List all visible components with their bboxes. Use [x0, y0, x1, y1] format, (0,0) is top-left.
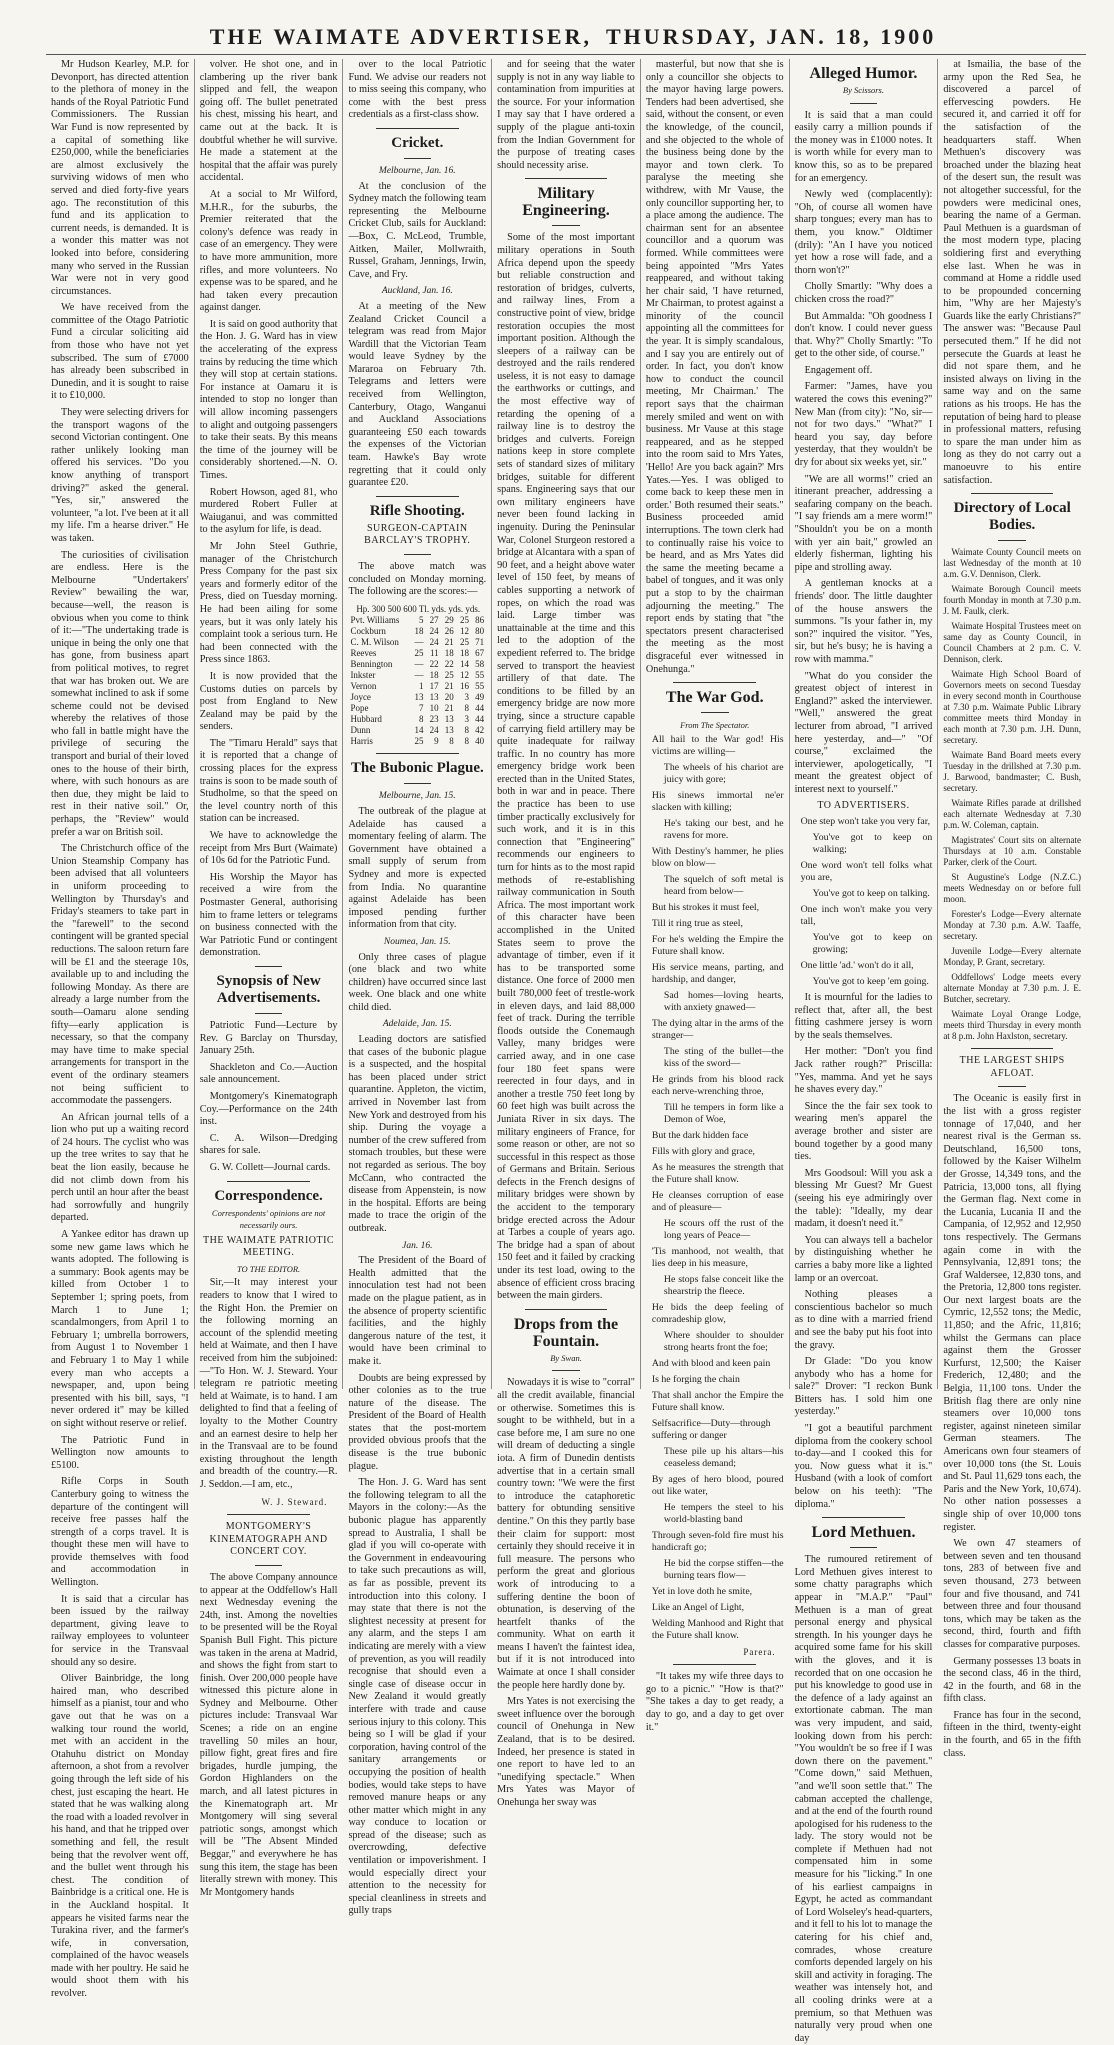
score-cell: 42 — [475, 725, 485, 736]
divider — [850, 1547, 878, 1548]
article-heading: THE LARGEST SHIPS AFLOAT. — [959, 1055, 1065, 1079]
paragraph: Leading doctors are satisfied that cases of the bubonic plague is a suspected, and the hospital has been placed under strict quarantine. Appleton, the victim, arrived in November last from New York and destroyed from his ship. During the voyage a number of the crew suffered from stomach troubles, but these were not regarded as serious. The boy McCann, who contracted the disease from Appenstein, is now in the hospital. Efforts are being made to trace the origin of the outbreak. — [348, 1034, 487, 1234]
poem-line: You've got to keep on growing; — [812, 932, 933, 956]
paragraph: France has four in the second, fifteen in the third, twenty-eight in the fourth, and 65 in the fifth class. — [943, 1709, 1082, 1759]
score-cell: 5 — [418, 615, 424, 626]
score-cell: 10 — [429, 703, 439, 714]
score-cell: 9 — [434, 736, 439, 747]
divider — [673, 1664, 756, 1665]
score-cell: 13 — [444, 714, 454, 725]
humor-item: But Ammalda: "Oh goodness I don't know. I could never guess that. Why?" Cholly Smartly: "To get to the other side, of course." — [794, 310, 933, 360]
score-row — [348, 670, 486, 681]
dateline: Jan. 16. — [402, 1240, 433, 1251]
score-cell: 14 — [459, 659, 469, 670]
competitor-name: Joyce — [350, 692, 371, 703]
poem — [646, 734, 784, 1642]
paragraph: Mr John Steel Guthrie, manager of the Christchurch Press Company for the past six years and formerly editor of the Press, died on Tuesday morning. He had been ailing for some years, but it was only lately his complaint took a serious turn. He had been connected with the Press since 1863. — [199, 540, 338, 666]
score-cell: 8 — [418, 714, 424, 725]
score-cell: 16 — [459, 681, 469, 692]
poem-line: For he's welding the Empire the Future shall know. — [651, 933, 784, 957]
score-cell: 22 — [429, 659, 439, 670]
directory-entry: Magistrates' Court sits on alternate Thursdays at 10 a.m. Constable Parker, clerk of the Court. — [943, 835, 1082, 868]
score-cell: 8 — [464, 725, 469, 736]
paragraph: Oliver Bainbridge, the long haired man, who described himself as a pianist, tour and who gave out that he was on a walking tour round the world, met with an accident in the Otahuhu district on Monday afternoon, a shot from a revolver going through the left side of his chest, just escaping the heart. He stated that he was walking along the road with a loaded revolver in his hand, and that he tripped over something and fell, the result being that the revolver went off, and the bullet went through his chest. The condition of Bainbridge is a critical one. He is in the Auckland hospital. It appears he visited farms near the Turakina river, and the farmer's wife, in conversation, complained of the havoc weasels made with her poultry. He said he would shoot them with his revolver. — [51, 1673, 189, 2000]
score-cell: 18 — [459, 648, 469, 659]
score-row — [348, 736, 486, 747]
poem-line: That shall anchor the Empire the Future shall know. — [651, 1389, 784, 1413]
paragraph: We have to acknowledge the receipt from Mrs Burt (Waimate) of 10s 6d for the Patriotic Fund. — [199, 830, 338, 867]
divider — [404, 158, 432, 159]
score-cell: 25 — [459, 615, 469, 626]
score-row — [348, 692, 486, 703]
column-4 — [492, 59, 641, 1808]
score-cell: 27 — [429, 615, 439, 626]
score-cell: 7 — [418, 703, 424, 714]
poem-author: Parera. — [743, 1646, 776, 1657]
poem-line: His sinews immortal ne'er slacken with killing; — [651, 789, 784, 813]
poem-line: He grinds from his blood rack each nerve-wrenching throe, — [651, 1073, 784, 1097]
divider — [227, 1514, 310, 1515]
score-cell: 21 — [444, 637, 454, 648]
ad-entry: Patriotic Fund—Lecture by Rev. G Barclay on Thursday, January 25th. — [199, 1019, 338, 1057]
directory-entry: Waimate Band Board meets every Tuesday in the drillshed at 7.30 p.m. J. Barwood, bandmaster; C. Bush, secretary. — [943, 750, 1082, 794]
score-cell: 67 — [475, 648, 485, 659]
score-cell: 49 — [475, 692, 485, 703]
paragraph: Germany possesses 13 boats in the second class, 46 in the third, 42 in the fourth, and 68 in the fifth class. — [943, 1655, 1082, 1705]
score-table — [348, 615, 486, 747]
humor-items — [795, 992, 933, 1511]
humor-item: Her mother: "Don't you find Jack rather rough?" Priscilla: "Yes, mamma. And yet he says he shaves every day." — [794, 1046, 933, 1096]
section-heading: The Bubonic Plague. — [350, 760, 484, 777]
poem-line: He tempers the steel to his world-blasting band — [663, 1501, 784, 1525]
paragraph: masterful, but now that she is only a councillor she objects to the mayor having large powers. Tenders had been advertised, she said, without the consent, or even the knowledge, of the council, and she objected to the whole of the business being done by the mayor and town clerk. To paralyse the meeting she withdrew, with Mr Vause, the only councillor supporting her, to a place among the audience. The chairman sent for an absentee councillor and a quorum was formed. While committees were being appointed "Mrs Yates reappeared, and without taking her chair said, 'I have returned, Mr Chairman, to protest against a minority of the council appointing all the committees for the year. It is simply scandalous, and I say you are entirely out of order. In fact, you don't know how to conduct the council meeting, Mr Chairman.' The report says that the chairman merely smiled and went on with business. Mr Vause at this stage reappeared, and as he stepped into the room said to Mrs Yates, 'Hello! Are you back again?' Mrs Yates.—Yes. I was obliged to come back to keep these men in order.' Both resumed their seats." Business proceeded amid interruptions. The town clerk had to continually raise his voice to be heard, and as Mrs Yates did the same the meeting became a babel of tongues, and it was only put a stop to by the chairman adjourning the meeting." The report ends by stating that "the spectators present characterised the meeting as the most disgraceful ever witnessed in Onehunga." — [645, 59, 784, 675]
paragraph: They were selecting drivers for the transport wagons of the second Victorian contingent. One rather unlikely looking man offered his services. "Do you know anything of transport driving?" asked the general. "Yes, sir," answered the volunteer, "a lot. I've been at it all my life. I'm a hearse driver." He was taken. — [51, 407, 189, 544]
divider — [525, 1309, 608, 1310]
poem-line: His service means, parting, and hardship, and danger, — [651, 961, 784, 985]
score-row — [348, 714, 486, 725]
masthead — [46, 10, 1086, 55]
poem-line: Where shoulder to shoulder strong hearts front the foe; — [663, 1329, 784, 1353]
divider — [404, 783, 432, 784]
ad-entry: Shackleton and Co.—Auction sale announcement. — [199, 1061, 338, 1086]
section-heading: Directory of Local Bodies. — [953, 500, 1071, 534]
humor-item: Cholly Smartly: "Why does a chicken cross the road?" — [794, 281, 933, 305]
poem-line: One inch won't make you very tall, — [800, 904, 933, 928]
poem-line: He stops false conceit like the shearstrip the fleece. — [663, 1273, 784, 1297]
divider — [673, 682, 756, 683]
poem-line: But his strokes it must feel, — [651, 901, 760, 913]
poem — [795, 816, 933, 988]
letter-signature: W. J. Steward. — [261, 1496, 328, 1507]
divider — [822, 1517, 905, 1518]
humor-item: A gentleman knocks at a friends' door. The little daughter of the house answers the summons. "Is your father in, my son?" inquired the visitor. "Yes, sir, but he's busy; he is having a row with mamma." — [794, 578, 933, 665]
poem-line: One word won't tell folks what you are, — [800, 860, 933, 884]
humor-item: "I got a beautiful parchment diploma from the cookery school to-day—and I cooked this for you. Now guess what it is." Husband (with a look of comfort below on his teeth): "The diploma." — [794, 1423, 933, 1510]
article-body — [943, 1093, 1081, 1760]
score-cell: — — [414, 637, 424, 648]
score-cell: 8 — [464, 736, 469, 747]
competitor-name: C. M. Wilson — [350, 637, 399, 648]
score-cell: 25 — [414, 736, 424, 747]
column-1 — [46, 59, 195, 2000]
poem-line: You've got to keep on talking. — [812, 888, 930, 900]
score-cell: 14 — [414, 725, 424, 736]
dateline: Auckland, Jan. 16. — [381, 286, 453, 297]
poem-line: And with blood and keen pain — [651, 1357, 771, 1369]
paragraph: An African journal tells of a lion who put up a waiting record of 24 hours. The cyclist who was up the tree writes to say that he beat the lion easily, because he did not climb down from his perch until an hour after the beast had sorrowfully and hungrily departed. — [51, 1111, 189, 1224]
directory-entry: Waimate Borough Council meets fourth Monday in month at 7.30 p.m. J. M. Faulk, clerk. — [943, 584, 1082, 617]
masthead-title — [46, 10, 1086, 50]
humor-item: Mrs Goodsoul: Will you ask a blessing Mr Guest? Mr Guest (seeing his eye admiringly over the table): "Ideally, my dear madam, it doesn't need it." — [794, 1167, 933, 1230]
paper-title: THE WAIMATE ADVERTISER, — [209, 24, 592, 49]
poem-line: The dying altar in the arms of the stranger— — [651, 1017, 784, 1041]
humor-item: Engagement off. — [804, 364, 873, 376]
divider — [404, 554, 432, 555]
poem-line: You've got to keep on walking; — [812, 832, 933, 856]
paragraph: It is now provided that the Customs duties on parcels by post from England to New Zealand may be paid by the senders. — [199, 670, 338, 733]
score-cell: 55 — [475, 681, 485, 692]
score-row — [348, 615, 486, 626]
score-cell: 3 — [464, 692, 469, 703]
directory-entry: Forester's Lodge—Every alternate Monday at 7.30 p.m. A.W. Taaffe, secretary. — [943, 909, 1082, 942]
divider — [998, 1086, 1026, 1087]
humor-items — [795, 110, 933, 797]
poem-line: Welding Manhood and Right that the Future shall know. — [651, 1617, 784, 1641]
divider — [701, 712, 729, 713]
competitor-name: Dunn — [350, 725, 371, 736]
section-heading: Drops from the Fountain. — [513, 1315, 619, 1350]
score-cell: 17 — [429, 681, 439, 692]
paragraph: At the conclusion of the Sydney match the following team representing the Melbourne Cricket Club, sails for Auckland:—Box, C. McLeod, Trumble, Aitken, Mailer, Mollwraith, Russel, Graham, Jennings, Irwin, Cave, and Fry. — [348, 180, 487, 280]
score-cell: 8 — [464, 703, 469, 714]
divider — [998, 540, 1026, 541]
humor-item: "We are all worms!" cried an itinerant preacher, addressing a seafaring company on the beach. "I say friends am a mere worm!" "Shouldn't you be on a month with yer ain bait," growled an elderly fisherman, lighting his pipe and strolling away. — [794, 473, 933, 573]
ad-entry: G. W. Collett—Journal cards. — [209, 1161, 331, 1173]
poem-line: Like an Angel of Light, — [651, 1601, 745, 1613]
directory-list — [943, 547, 1081, 1042]
score-cell: 13 — [444, 725, 454, 736]
poem-line: With Destiny's hammer, he plies blow on blow— — [651, 845, 784, 869]
score-cell: 12 — [459, 626, 469, 637]
score-cell: 18 — [444, 648, 454, 659]
humor-item: Dr Glade: "Do you know anybody who has a home for sale?" Drover: "I reckon Bunk Bitters has. I sold him one yesterday." — [794, 1356, 933, 1418]
poem-line: Is he forging the chain — [651, 1373, 740, 1385]
section-heading: Cricket. — [391, 134, 444, 151]
score-cell: — — [414, 659, 424, 670]
paragraph: "It takes my wife three days to go to a picnic." "How is that?" "She takes a day to get ready, a day to go, and a day to get over it." — [645, 1671, 784, 1733]
issue-date: THURSDAY, JAN. 18, 1900 — [606, 24, 937, 49]
ad-entry: C. A. Wilson—Dredging shares for sale. — [199, 1132, 338, 1157]
disclaimer: Correspondents' opinions are not necessarily ours. — [211, 1207, 326, 1231]
paragraph: over to the local Patriotic Fund. We advise our readers not to miss seeing this company, who come with the best press credentials as a first-class show. — [348, 59, 487, 121]
paragraph: The Oceanic is easily first in the list with a gross register tonnage of 17,040, and her nearest rival is the German ss. Deutschland, 16,500 tons, followed by the Kaiser Wilhelm der Grosse, 14,349 tons, and the Patricia, 13,000 tons, all flying the German flag. Next come in the Lucania, Lucania II and the Campania, of 12,952 and 12,950 tons respectively. The Germans again come in with the Pennsylvania, 12,891 tons; the Graf Waldersee, 12,830 tons, and the Pretoria, 12,800 tons register. Our next largest boats are the Cymric, 12,552 tons; the Medic, 11,850; and the Afric, 11,816; whilst the Germans can place against them the Grosser Kurfurst, 12,500; the Kaiser Frederich, 12,480; and the Belgia, 11,100 tons. Under the British flag there are only nine steamers over 10,000 tons register, against nineteen similar German steamers. The Americans own four steamers of over 10,000 tons (the St. Louis and St. Paul 11,629 tons each, the Paris and the New York, 10,674). No other nation possesses a single ship of over 10,000 tons register. — [943, 1093, 1082, 1533]
ad-entry: Montgomery's Kinematograph Coy.—Performance on the 24th inst. — [199, 1090, 338, 1128]
score-cell: 13 — [414, 692, 424, 703]
humor-item: You can always tell a bachelor by distinguishing whether he carries a baby more like a lighted lamp or an overcoat. — [794, 1234, 933, 1284]
article-heading: MONTGOMERY'S KINEMATOGRAPH AND CONCERT COY. — [209, 1521, 328, 1558]
letter-salutation: TO THE EDITOR. — [236, 1263, 301, 1274]
directory-entry: St Augustine's Lodge (N.Z.C.) meets Wednesday on or before full moon. — [943, 872, 1082, 905]
divider — [971, 493, 1054, 494]
divider — [376, 496, 459, 497]
poem-heading: TO ADVERTISERS. — [817, 800, 910, 812]
poem-line: Till it ring true as steel, — [651, 917, 743, 929]
byline: By Swan. — [550, 1352, 582, 1363]
letter-heading: THE WAIMATE PATRIOTIC MEETING. — [203, 1234, 335, 1259]
paragraph: A Yankee editor has drawn up some new game laws which he wants adopted. The following is a summary: Book agents may be killed from October 1 to September 1; spring poets, from March 1 to June 1; scandalmongers, from April 1 to February 1; umbrella borrowers, from August 1 to November 1 and February 1 to May 1 while every man who accepts a newspaper, and, upon being presented with his bill, says, "I never ordered it" may be killed on sight without reserve or relief. — [51, 1229, 189, 1429]
paragraph: The President of the Board of Health admitted that the innoculation test had not been made on the plague patient, as in the absence of property scientific facilities, and the highly dangerous nature of the test, it would have been criminal to make it. — [348, 1255, 487, 1367]
score-cell: 80 — [475, 626, 485, 637]
paragraph: We have received from the committee of the Otago Patriotic Fund a circular soliciting aid from those who have not yet subscribed. The sum of £7000 has already been subscribed in Dunedin, and it is sought to raise it to £10,000. — [51, 302, 189, 402]
score-cell: 18 — [429, 670, 439, 681]
paragraph: Mr Hudson Kearley, M.P. for Devonport, has directed attention to the plethora of money in the hands of the Royal Patriotic Fund Commissioners. The Russian War Fund is now represented by a capital of something like £250,000, while the beneficiaries are almost exclusively the surviving widows of men who served and died forty-five years ago. The reconstitution of this fund and its application to current needs, is demanded. It is a wonder this matter was not looked into before, considering many who served in the Russian War were not in very good circumstances. — [51, 59, 189, 297]
competitor-name: Pvt. Williams — [350, 615, 400, 626]
poem-line: Yet in love doth he smite, — [651, 1585, 753, 1597]
paragraph: The Christchurch office of the Union Steamship Company has been advised that all volunteers in uniform proceeding to Wellington by Thursday's and Friday's steamers to take part in the "farewell" to the second contingent will be granted special reductions. The saloon return fare will be £1 and the steerage 10s, available up to and including the following Monday. As there are already a large number from the south—Oamaru alone sending fifty—early application is necessary, so that the company may have time to make special arrangements for transport in the event of the ordinary steamers not being sufficient to accommodate the passengers. — [51, 843, 189, 1107]
score-cell: 25 — [414, 648, 424, 659]
score-cell: 24 — [429, 725, 439, 736]
poem-line: The squelch of soft metal is heard from below— — [663, 873, 784, 897]
score-row — [348, 637, 486, 648]
letter-body: Sir,—It may interest your readers to know that I wired to the Right Hon. the Premier on the following morning an account of the splendid meeting held at Waimate, and then I have received from him the subjoined:—"To Hon. W. J. Steward. Your telegram re patriotic meeting held at Waimate, is to hand. I am delighted to find that a feeling of loyalty to the Mother Country and an earnest desire to help her in the Transvaal are to be found existing throughout the length and breadth of the country.—R. J. Seddon.—I am, etc., — [199, 1277, 338, 1490]
score-row — [348, 659, 486, 670]
score-cell: 21 — [444, 703, 454, 714]
section-heading: Military Engineering. — [522, 185, 610, 220]
directory-entry: Waimate Rifles parade at drillshed each alternate Wednesday at 7.30 p.m. W. Coleman, captain. — [943, 798, 1082, 831]
humor-item: Newly wed (complacently): "Oh, of course all women have sharp tongues; every man has to them, you know." Oldtimer (drily): "An I have you noticed yet how a rose will fade, and a thorn won't?" — [794, 189, 933, 276]
divider — [971, 1048, 1054, 1049]
divider — [525, 178, 608, 179]
paragraph: The above Company announce to appear at the Oddfellow's Hall next Wednesday evening the 24th, inst. Among the novelties to be presented will be the Royal Spanish Bull Fight. This picture was taken in the arena at Madrid, and shows the fight from start to finish. Over 200,000 people have witnessed this picture alone in Sydney and Melbourne. Other pictures include: Transvaal War Scenes; a ride on an engine travelling 50 miles an hour, pillow fight, great fires and fire brigades, hurdle jumping, the Gordon Highlanders on the march, and all latest pictures in the Kinematograph art. Mr Montgomery will sing several patriotic songs, amongst which will be "The Absent Minded Beggar," and everywhere he has sung this item, the stage has been literally strewn with money. This Mr Montgomery hands — [199, 1571, 338, 1898]
poem-line: These pile up his altars—his ceaseless demand; — [663, 1445, 784, 1469]
paragraph: The above match was concluded on Monday morning. The following are the scores:— — [348, 561, 487, 598]
paragraph: It is said on good authority that the Hon. J. G. Ward has in view the accelerating of the express trains by reducing the time which they will stop at certain stations. For instance at Oamaru it is intended to stop no longer than will allow incoming passengers to alight and outgoing passengers to take their seats. By this means the time of the journey will be considerably shortened.—N. O. Times. — [199, 318, 338, 481]
column-6 — [790, 59, 939, 2044]
paragraph: We own 47 steamers of between seven and ten thousand tons, 283 of between five and seven thousand, 273 between four and five thousand, and 741 between three and four thousand tons, which may be taken as the second, third, fourth and fifth classes for comparative purposes. — [943, 1538, 1082, 1650]
paragraph: volver. He shot one, and in clambering up the river bank slipped and fell, the weapon going off. The bullet penetrated his chest, missing his heart, and came out at the back. It is doubtful whether he will survive. He made a statement at the hospital that the affair was purely accidental. — [199, 59, 338, 184]
directory-entry: Waimate Hospital Trustees meet on same day as County Council, in Council Chambers at 2 p.m. C. V. Dennison, clerk. — [943, 621, 1082, 665]
directory-entry: Waimate Loyal Orange Lodge, meets third Thursday in every month at 8 p.m. John Haxlston, secretary. — [943, 1009, 1082, 1042]
poem-line: The sting of the bullet—the kiss of the sword— — [663, 1045, 784, 1069]
competitor-name: Bennington — [350, 659, 393, 670]
paragraph: It is said that a circular has been issued by the railway department, giving leave to railway employees to volunteer for service in the Transvaal should any so desire. — [51, 1593, 189, 1668]
poem-line: Sad homes—loving hearts, with anxiety gnawed— — [663, 989, 784, 1013]
poem-line: He scours off the rust of the long years of Peace— — [663, 1217, 784, 1241]
divider — [552, 225, 580, 226]
humor-item: Farmer: "James, have you watered the cows this evening?" New Man (from city): "No, sir—not for two days." "What?" I heard you say, day before yesterday, that they wouldn't be dry for about six weeks yet, sir." — [794, 381, 933, 469]
score-cell: 20 — [444, 692, 454, 703]
score-cell: 3 — [464, 714, 469, 725]
score-cell: 44 — [475, 714, 485, 725]
score-header: Hp. 300 500 600 Tl. yds. yds. yds. — [356, 603, 481, 614]
column-2 — [195, 59, 344, 1898]
paragraph: The Patriotic Fund in Wellington now amounts to £5100. — [51, 1434, 189, 1471]
dateline: Adelaide, Jan. 15. — [382, 1019, 452, 1030]
score-cell: 55 — [475, 670, 485, 681]
poem-line: You've got to keep 'em going. — [812, 976, 929, 988]
paragraph: At a social to Mr Wilford, M.H.R., for the suburbs, the Premier reiterated that the colony's defence was ready in case of an emergency. They were to have more ammunition, more rifles, and more volunteers. No expense was to be spared, and he had taken every precaution against danger. — [199, 188, 338, 314]
poem-line: He bid the corpse stiffen—the burning tears flow— — [663, 1557, 784, 1581]
score-cell: 25 — [459, 637, 469, 648]
divider — [255, 1565, 283, 1566]
section-heading: Synopsis of New Advertisements. — [216, 972, 321, 1006]
score-row — [348, 703, 486, 714]
paragraph: His Worship the Mayor has received a wire from the Postmaster General, authorising him to frame letters or telegrams on business connected with the War Patriotic Fund or contingent demonstration. — [199, 871, 338, 959]
section-heading: The War God. — [665, 689, 764, 707]
paragraph: Robert Howson, aged 81, who murdered Robert Fuller at Waiuganui, and was committed to the asylum for life, is dead. — [199, 486, 338, 536]
poem-line: He cleanses corruption of ease and of pleasure— — [651, 1189, 784, 1213]
poem-line: All hail to the War god! His victims are willing— — [651, 733, 784, 757]
score-cell: 86 — [475, 615, 485, 626]
poem-line: Selfsacrifice—Duty—through suffering or danger — [651, 1417, 771, 1441]
score-row — [348, 725, 486, 736]
score-cell: 23 — [429, 714, 439, 725]
columns — [46, 59, 1086, 2044]
score-cell: 44 — [475, 703, 485, 714]
poem-line: The wheels of his chariot are juicy with gore; — [663, 761, 784, 785]
divider — [850, 103, 878, 104]
poem-line: One little 'ad.' won't do it all, — [800, 960, 914, 972]
directory-entry: Waimate High School Board of Governors meets on second Tuesday in every second month in Courthouse at 7.30 p.m. Waimate Public Library committee meets third Monday in each month at 7.30 p.m. J.H. Dunn, secretary. — [943, 669, 1082, 746]
humor-item: It is said that a man could easily carry a million pounds if the money was in £1000 notes. It is worth while for every man to know this, so as to be prepared for an emergency. — [794, 109, 933, 184]
paragraph: At a meeting of the New Zealand Cricket Council a telegram was read from Major Wardill that the Victorian Team would leave Sydney by the Mararoa on February 7th. Telegrams and letters were received from Wellington, Canterbury, Otago, Wanganui and Auckland Associations guaranteeing £50 each towards the expenses of the Victorian team. Hawke's Bay wrote regretting that it could only guarantee £20. — [348, 300, 487, 489]
paragraph: Mrs Yates is not exercising the sweet influence over the borough council of Onehunga in New Zealand, that is to be desired. Indeed, her presence is stated in one report to have led to an "unedifying spectacle." When Mrs Yates was Mayor of Onehunga her sway was — [497, 1696, 635, 1808]
score-cell: 12 — [459, 670, 469, 681]
score-cell: 24 — [429, 637, 439, 648]
dateline: Melbourne, Jan. 16. — [378, 165, 456, 176]
paragraph: Nowadays it is wise to "corral" all the credit available, financial or otherwise. Sometimes this is sought to be withheld, but in a case before me, I am sure no one will dream of deducting a single iota. A firm of Dunedin dentists advertise that in a certain small country town: "We were the first to introduce the cataphoretic battery for obtunding sensitive dentine." On this they partly base their claim for support: most certainly they should receive it in full measure. The persons who perform the great and glorious work of introducing to a suffering dentine the boon of obtunation, is deserving of the heartfelt thanks of the community. What on earth it means I haven't the faintest idea, but if it is not introduced into Waimate at once I shall consider the people here hardly done by. — [497, 1377, 635, 1691]
score-row — [348, 626, 486, 637]
poem-line: Till he tempers in form like a Demon of Woe, — [663, 1101, 784, 1125]
score-cell: 24 — [429, 626, 439, 637]
score-cell: 13 — [429, 692, 439, 703]
poem-line: 'Tis manhood, not wealth, that lies deep in his measure, — [651, 1245, 784, 1269]
score-cell: — — [414, 670, 424, 681]
score-cell: 26 — [444, 626, 454, 637]
section-heading: Lord Methuen. — [811, 1524, 916, 1542]
score-row — [348, 648, 486, 659]
paragraph: Some of the most important military operations in South Africa depend upon the speedy but reliable construction and restoration of bridges, culverts, and railway lines, From a constructive point of view, bridge restoration occupies the most important position. Although the sleepers of a railway can be destroyed and the rails rendered useless, it is not easy to damage the earthworks or cuttings, and the most effective way of retarding the opening of a railway line is to destroy the bridges and culverts. Foreign nations keep in store complete sets of standard sizes of military bridges, suitable for different spans. Engineering says that our own military engineers have never been found lacking in ingenuity. During the Peninsular War, Colonel Sturgeon restored a bridge at Alcantara with a span of 90 feet, and a height above water level of 150 feet, by means of cables supporting a network of ropes, on which the road was laid. Large timber was unattainable at the time and this led to the adoption of the expedient referred to. The bridge served to transport the heaviest artillery of that date. The conditions to be filled by an emergency bridge are now more trying, since a structure capable of carrying field artillery may be quite inadequate for railway traffic. In no country has more emergency bridge work been erected than in the United States, both in war and in peace. There the practice has been to use timber practically exclusively for such work, and it is in this connection that "Engineering" recommends our engineers to turn for hints as to the most rapid methods of re-establishing railway communication in South Africa. The most important work of this character have been accomplished in the United States seem to prove the advantage of timber, even if it has to be transported some distance. One force of 2000 men built 780,000 feet of trestle-work in eleven days, and laid 88,000 feet of track. During the terrible floods outside the Conemaugh Valley, many bridges were carried away, and in one case four 180 feet spans were reerected in four days, and in another a trestle 750 feet long by 60 feet high was built across the Juniata River in six days. The military engineers of France, for some reason or other, are not so successful in this respect as those of Germans and Britain. Serious defects in the French designs of military bridges were shown by the accident to the temporary bridge erected across the Adour at Tarbes a couple of years ago. The bridge had a span of about 150 feet and it failed by cracking under its test load, owing to the absence of efficient cross bracing between the main girders. — [497, 232, 635, 1302]
paragraph: at Ismailia, the base of the army upon the Red Sea, he discovered a parcel of effervescing powders. He secured it, and carried it off for the satisfaction of the headquarters staff. When Methuen's discovery was broached under the blazing heat of the desert sun, the result was not altogether successful, for the powders were medicinal ones, bearing the name of a German. Paul Methuen is a guardsman of the most modern type, placing soldiering first and everything else last. When he was in command at Home a riddle used to be propounded concerning him, "Why are her Majesty's Guards like the early Christians?" The answer was: "Because Paul persecuted them." If he did not persecute the Guards at least he did not spare them, and he insisted always on living in the same way and on the same rations as his troops. He has the reputation of being hard to please in professional matters, refusing to spare the man under him as long as they do not carry out a manoeuvre to his entire satisfaction. — [943, 59, 1082, 486]
score-cell: 1 — [418, 681, 424, 692]
humor-item: Since the the fair sex took to wearing men's apparel the average brother and sister are bound together by a good many ties. — [794, 1100, 933, 1163]
competitor-name: Hubbard — [350, 714, 382, 725]
paragraph: Only three cases of plague (one black and two white children) have occurred since last week. One black and one white child died. — [348, 951, 487, 1013]
humor-item: Nothing pleases a conscientious bachelor so much as to dine with a married friend and see the baby put his foot into the gravy. — [794, 1289, 933, 1351]
score-row — [348, 681, 486, 692]
column-7 — [938, 59, 1086, 1759]
competitor-name: Harris — [350, 736, 373, 747]
divider — [255, 966, 283, 967]
section-heading: Alleged Humor. — [809, 65, 918, 82]
score-cell: 8 — [449, 736, 454, 747]
score-cell: 40 — [475, 736, 485, 747]
column-3 — [343, 59, 492, 1917]
score-cell: 18 — [414, 626, 424, 637]
score-cell: 11 — [429, 648, 439, 659]
paragraph: and for seeing that the water supply is not in any way liable to contamination from impurities at the source. For your information I may say that I have ordered a supply of the plague anti-toxin from the Indian Government for the purpose of treating cases should necessity arise. — [497, 59, 635, 171]
directory-entry: Waimate County Council meets on last Wednesday of the month at 10 a.m. G.V. Dennison, Clerk. — [943, 547, 1082, 580]
dateline: Melbourne, Jan. 15. — [378, 791, 456, 802]
score-cell: 25 — [444, 670, 454, 681]
poem-line: But the dark hidden face — [651, 1129, 749, 1141]
divider — [376, 753, 459, 754]
score-cell: 58 — [475, 659, 485, 670]
poem-line: As he measures the strength that the Future shall know. — [651, 1161, 784, 1185]
score-cell: 71 — [475, 637, 485, 648]
section-heading: Correspondence. — [214, 1187, 323, 1204]
paragraph: The outbreak of the plague at Adelaide has caused a momentary feeling of alarm. The Government have obtained a small supply of serum from Sydney and more is expected from India. No quarantine against Adelaide has been imposed pending further information from that city. — [348, 805, 487, 931]
score-cell: 21 — [444, 681, 454, 692]
section-heading: Rifle Shooting. — [369, 502, 465, 519]
source-credit: From The Spectator. — [680, 720, 750, 731]
score-cell: 22 — [444, 659, 454, 670]
competitor-name: Vernon — [350, 681, 377, 692]
competitor-name: Inkster — [350, 670, 376, 681]
paragraph: Doubts are being expressed by other colonies as to the true nature of the disease. The President of the Board of Health states that the post-mortem provided obvious proofs that the disease is the true bubonic plague. — [348, 1372, 487, 1472]
dateline: Noumea, Jan. 15. — [383, 936, 451, 947]
article-subheading: SURGEON-CAPTAIN BARCLAY'S TROPHY. — [364, 522, 471, 547]
competitor-name: Cockburn — [350, 626, 386, 637]
poem-line: By ages of hero blood, poured out like water, — [651, 1473, 784, 1497]
humor-item: It is mournful for the ladies to reflect that, after all, the best fitting cashmere jersey is worn by the seals themselves. — [794, 992, 933, 1041]
score-cell: 29 — [444, 615, 454, 626]
divider — [227, 1181, 310, 1182]
paragraph: The Hon. J. G. Ward has sent the following telegram to all the Mayors in the colony:—As the bubonic plague has apparently spread to Australia, I shall be glad if you will co-operate with the Government in endeavouring to take such precautions as will, as far as possible, prevent its introduction into this colony. I may state that there is not the slightest necessity at present for any alarm, and the steps I am indicating are merely with a view of prevention, as you will readily recognise that should even a single case of disease occur in New Zealand it would greatly interfere with trade and cause serious injury to this colony. This being so I will be glad if your corporation, having control of the sanitary arrangements or occupying the position of health bodies, would take steps to have removed manure heaps or any other matter which might in any way conduce to location or spread of the disease; such as overcrowding, defective ventilation or impoverishment. I would especially direct your attention to the necessity for special cleanliness in streets and gully traps — [348, 1477, 487, 1917]
byline: By Scissors. — [842, 85, 884, 95]
paragraph: Rifle Corps in South Canterbury going to witness the departure of the contingent will receive free passes half the strength of a corps travel. It is thought these men will have to provide themselves with food and accommodation in Wellington. — [51, 1476, 189, 1589]
directory-entry: Juvenile Lodge—Every alternate Monday, P. Grant, secretary. — [943, 946, 1082, 968]
directory-entry: Oddfellows' Lodge meets every alternate Monday at 7.30 p.m. J. E. Butcher, secretary. — [943, 972, 1082, 1005]
paragraph: The "Timaru Herald" says that it is reported that a change of crossing places for the express trains is soon to be made south of Studholme, so that the speed on the level country north of this station can be increased. — [199, 737, 338, 825]
paragraph: The curiosities of civilisation are endless. Here is the Melbourne "Undertakers' Review" bewailing the war, because—well, the reason is obvious when you come to think of it:—"The undertaking trade is unique in being the only one that has gone, from business apart from political motives, to regret that war has broken out. We are somewhat inclined to ask if some scheme could not be devised whereby the relatives of those who fall in battle might have the privilege of securing the transport and burial of their loved ones to the house of their birth, where, with such honours as are then due, they might be laid to rest in their native soil." Or, perhaps, the "Review" would prefer a war on British soil. — [51, 549, 189, 838]
competitor-name: Pope — [350, 703, 369, 714]
poem-line: Through seven-fold fire must his handicraft go; — [651, 1529, 784, 1553]
divider — [255, 1013, 283, 1014]
poem-line: Fills with glory and grace, — [651, 1145, 755, 1157]
paragraph: The rumoured retirement of Lord Methuen gives interest to some chatty paragraphs which appear in "M.A.P." "Paul" Methuen is a man of great personal energy and physical strength. In his younger days he acquired some fame for his skill with the gloves, and it is recorded that on one occasion he put his knowledge to good use in the defence of a lady against an extortionate cabman. The man was very impudent, and said, looking down from his perch: "You wouldn't be so free if I was down there on the pavement." "Come down," said Methuen, "and we'll soon settle that." The cabman accepted the challenge, and at the end of the fourth round apologised for his rudeness to the lady. The story would not be complete if Methuen had not compensated him in some measure for his "licking." In one of his earliest campaigns in Egypt, he acted as commandant of Lord Wolseley's head-quarters, and it fell to his lot to manage the catering for his chief and, comrades, whose creature comforts depended largely on his skill and activity in foraging. The weather was intensely hot, and all cooling drinks were at a premium, so that Methuen was naturally very proud when one day — [794, 1554, 933, 2044]
column-5 — [641, 59, 790, 1733]
divider — [376, 128, 459, 129]
divider — [552, 1370, 580, 1371]
poem-line: He's taking our best, and he ravens for more. — [663, 817, 784, 841]
poem-line: He bids the deep feeling of comradeship glow, — [651, 1301, 784, 1325]
competitor-name: Reeves — [350, 648, 377, 659]
humor-item: "What do you consider the greatest object of interest in England?" asked the interviewer. "Well," answered the great lecturer from abroad, "I arrived here yesterday, and—" "Of course," exclaimed the interviewer, apologetically, "I meant the greatest object of interest next to yourself." — [794, 670, 933, 795]
poem-line: One step won't take you very far, — [800, 816, 931, 828]
